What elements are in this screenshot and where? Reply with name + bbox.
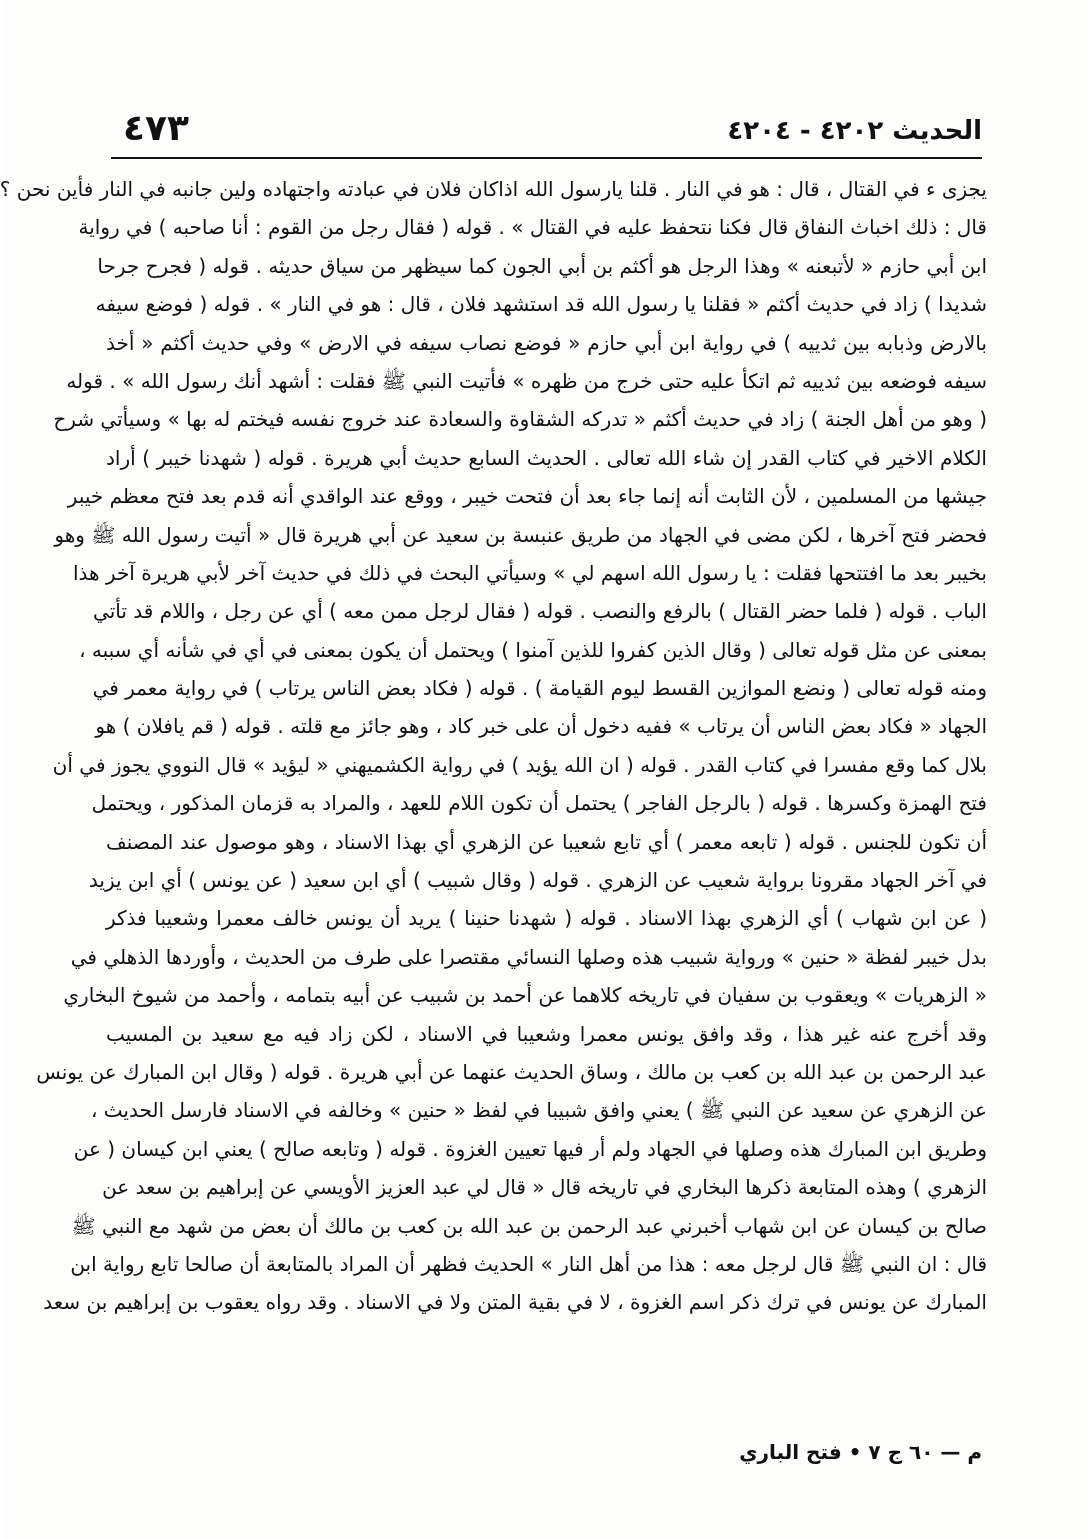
text-line: سيفه فوضعه بين ثدييه ثم اتكأ عليه حتى خرج من ظهره » فأتيت النبي ﷺ فقلت : أشهد أنك رسول الله » . قوله xyxy=(66,368,987,393)
text-line: الكلام الاخير في كتاب القدر إن شاء الله تعالى . الحديث السابع حديث أبي هريرة . قوله ( شهدنا خيبر ) أراد xyxy=(106,445,987,470)
commentary-text xyxy=(0,170,987,1322)
text-line: المبارك عن يونس في ترك ذكر اسم الغزوة ، لا في بقية المتن ولا في الاسناد . وقد رواه يعقوب بن إبراهيم بن سعد xyxy=(43,1290,987,1315)
text-line: يجزى ء في القتال ، قال : هو في النار . قلنا يارسول الله اذاكان فلان في عبادته واجتهاده ولين جانبه في النار فأين نحن ؟ xyxy=(0,177,987,201)
text-line: الجهاد « فكاد بعض الناس أن يرتاب » ففيه دخول أن على خبر كاد ، وهو جائز مع قلته . قوله ( قم يافلان ) هو xyxy=(95,714,987,739)
text-line: قال : ان النبي ﷺ قال لرجل معه : هذا من أهل النار » الحديث فظهر أن المراد بالمتابعة أن صالحا تابع رواية ابن xyxy=(70,1251,987,1276)
text-line: صالح بن كيسان عن ابن شهاب أخبرني عبد الرحمن بن عبد الله بن كعب بن مالك أن بعض من شهد مع النبي ﷺ xyxy=(71,1213,987,1238)
text-line: بالارض وذبابه بين ثدييه ) في رواية ابن أبي حازم « فوضع نصاب سيفه في الارض » وفي حديث أكثم « أخذ xyxy=(106,330,987,355)
text-line: وقد أخرج عنه غير هذا ، وقد وافق يونس معمرا وشعيبا في الاسناد ، لكن زاد فيه مع سعيد بن المسيب xyxy=(106,1021,987,1046)
text-line: ( وهو من أهل الجنة ) زاد في حديث أكثم « تدركه الشقاوة والسعادة عند خروج نفسه فيختم له بها » وسيأتي شرح xyxy=(53,407,987,432)
text-line: عبد الرحمن بن عبد الله بن كعب بن مالك ، وساق الحديث عنهما عن أبي هريرة . قوله ( وقال ابن المبارك عن يونس xyxy=(36,1059,987,1084)
text-line: ( عن ابن شهاب ) أي الزهري بهذا الاسناد . قوله ( شهدنا حنينا ) يريد أن يونس خالف معمرا وشعيبا فذكر xyxy=(106,906,987,931)
text-line: الباب . قوله ( فلما حضر القتال ) بالرفع والنصب . قوله ( فقال لرجل ممن معه ) أي عن رجل ، واللام قد تأتي xyxy=(93,599,987,624)
text-line: في آخر الجهاد مقرونا برواية شعيب عن الزهري . قوله ( وقال شبيب ) أي ابن سعيد ( عن يونس ) أي ابن يزيد xyxy=(88,868,987,893)
page-footer: م — ٦٠ ج ٧ • فتح الباري xyxy=(739,1440,982,1464)
text-line: جيشها من المسلمين ، لأن الثابت أنه إنما جاء بعد أن فتحت خيبر ، ووقع عند الواقدي أنه قدم بعد فتح معظم خيبر xyxy=(67,484,987,509)
header-rule xyxy=(111,157,982,159)
text-line: شديدا ) زاد في حديث أكثم « فقلنا يا رسول الله قد استشهد فلان ، قال : هو في النار » . قوله ( فوضع سيفه xyxy=(95,292,987,317)
page-number: ٤٧٣ xyxy=(123,108,189,149)
running-head: الحديث ٤٢٠٢ - ٤٢٠٤ xyxy=(727,116,982,146)
text-line: « الزهريات » ويعقوب بن سفيان في تاريخه كلاهما عن أحمد بن شبيب عن أبيه بتمامه ، وأحمد من شيوخ البخاري xyxy=(63,983,987,1008)
text-line: ومنه قوله تعالى ( ونضع الموازين القسط ليوم القيامة ) . قوله ( فكاد بعض الناس يرتاب ) في رواية معمر في xyxy=(92,676,987,701)
text-line: قال : ذلك اخباث النفاق قال فكنا نتحفظ عليه في القتال » . قوله ( فقال رجل من القوم : أنا صاحبه ) في رواية xyxy=(78,215,987,240)
text-line: وطريق ابن المبارك هذه وصلها في الجهاد ولم أر فيها تعيين الغزوة . قوله ( وتابعه صالح ) يعني ابن كيسان ( عن xyxy=(73,1136,987,1161)
text-line: فتح الهمزة وكسرها . قوله ( بالرجل الفاجر ) يحتمل أن تكون اللام للعهد ، والمراد به قزمان المذكور ، ويحتمل xyxy=(91,791,987,816)
text-line: بدل خيبر لفظة « حنين » ورواية شبيب هذه وصلها النسائي مقتصرا على طرف من الحديث ، وأوردها الذهلي في xyxy=(70,944,987,969)
text-line: الزهري ) وهذه المتابعة ذكرها البخاري في تاريخه قال « قال لي عبد العزيز الأويسي عن إبراهيم بن سعد عن xyxy=(102,1175,987,1200)
text-line: بمعنى عن مثل قوله تعالى ( وقال الذين كفروا للذين آمنوا ) ويحتمل أن يكون بمعنى في أي في شأنه أي سببه ، xyxy=(79,637,987,662)
text-line: ابن أبي حازم « لأتبعنه » وهذا الرجل هو أكثم بن أبي الجون كما سيظهر من سياق حديثه . قوله ( فجرح جرحا xyxy=(97,253,987,278)
page-header xyxy=(111,108,982,156)
text-line: بلال كما وقع مفسرا في كتاب القدر . قوله ( ان الله يؤيد ) في رواية الكشميهني « ليؤيد » قال النووي يجوز في أن xyxy=(52,752,987,777)
text-line: فحضر فتح آخرها ، لكن مضى في الجهاد من طريق عنبسة بن سعيد عن أبي هريرة قال « أتيت رسول الله ﷺ وهو xyxy=(54,522,987,547)
text-line: أن تكون للجنس . قوله ( تابعه معمر ) أي تابع شعيبا عن الزهري أي بهذا الاسناد ، وهو موصول عند المصنف xyxy=(106,829,987,854)
text-line: بخيبر بعد ما افتتحها فقلت : يا رسول الله اسهم لي » وسيأتي البحث في ذلك في حديث آخر لأبي هريرة آخر هذا xyxy=(72,560,987,585)
text-line: عن الزهري عن سعيد عن النبي ﷺ ) يعني وافق شبيبا في لفظ « حنين » وخالفه في الاسناد فارسل الحديث ، xyxy=(90,1098,987,1123)
